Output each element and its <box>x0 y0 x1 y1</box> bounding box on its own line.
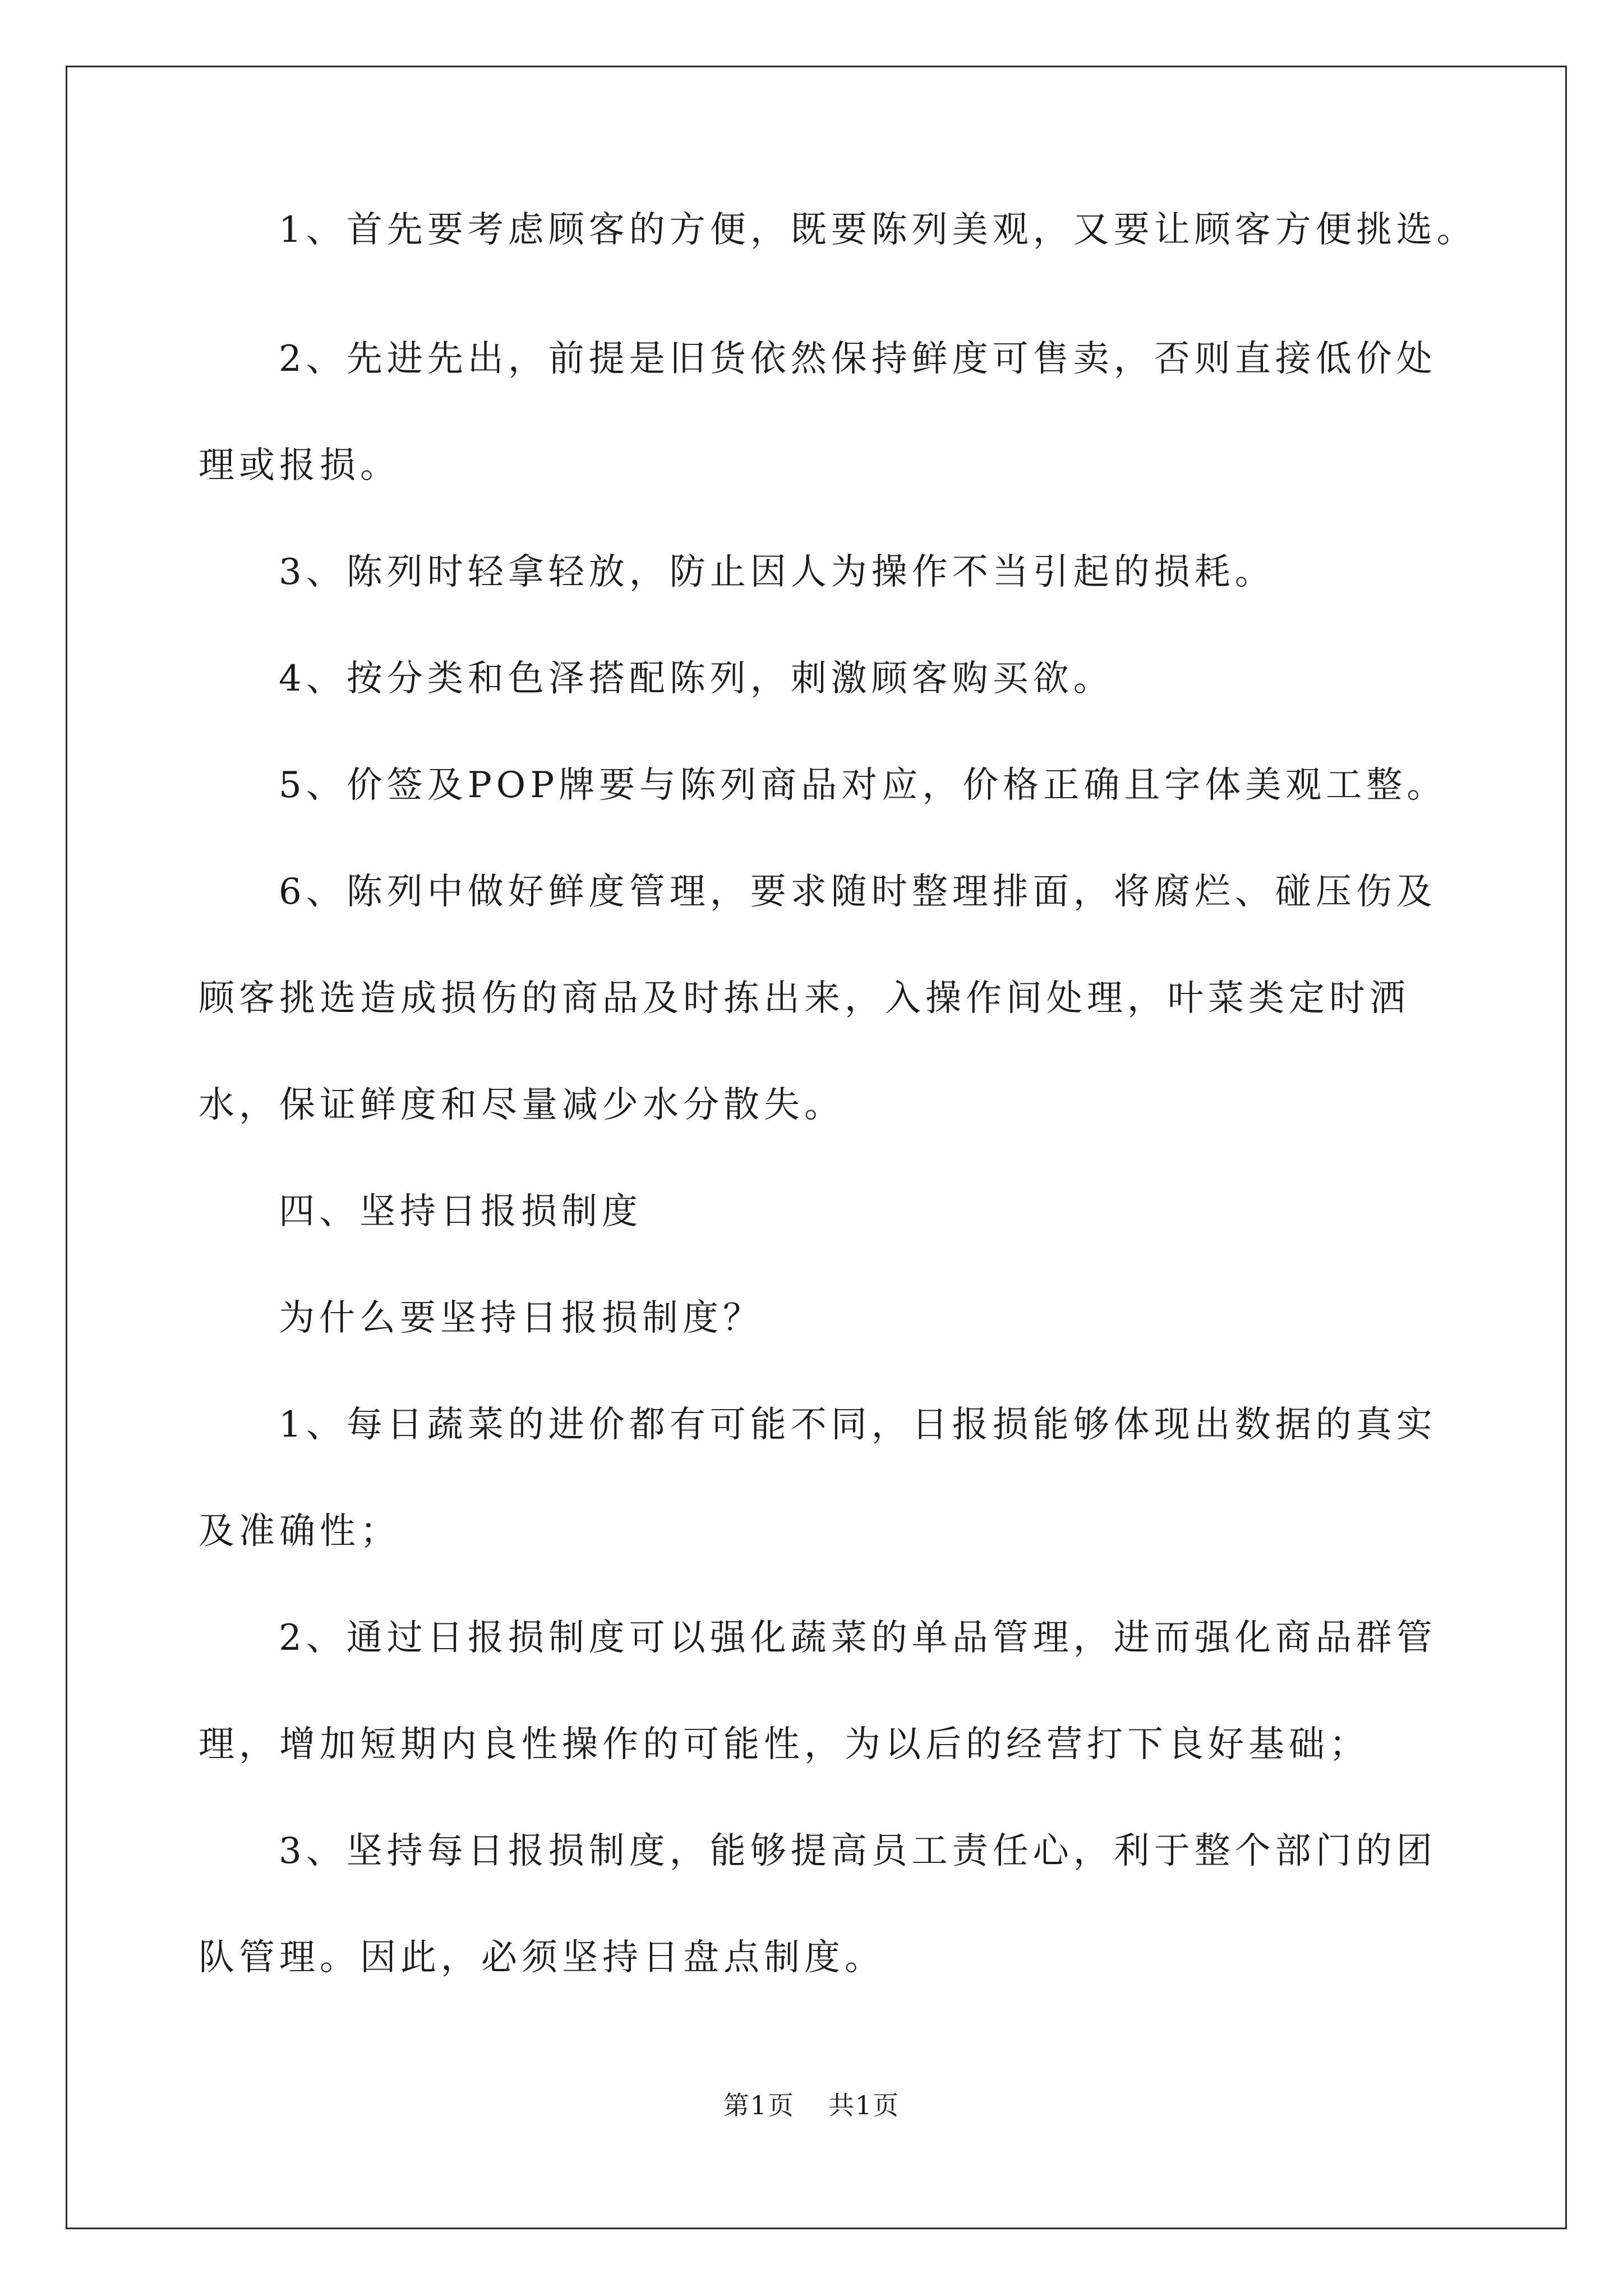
paragraph-line: 6、陈列中做好鲜度管理，要求随时整理排面，将腐烂、碰压伤及 <box>279 871 1437 913</box>
paragraph-line: 1、每日蔬菜的进价都有可能不同，日报损能够体现出数据的真实 <box>279 1404 1437 1446</box>
paragraph-line: 3、陈列时轻拿轻放，防止因人为操作不当引起的损耗。 <box>279 551 1275 593</box>
page-border <box>66 66 1567 2229</box>
paragraph-line: 及准确性； <box>199 1511 400 1552</box>
page-footer <box>0 2088 1623 2122</box>
paragraph-line: 队管理。因此，必须坚持日盘点制度。 <box>199 1937 885 1978</box>
page-total: 共1页 <box>828 2090 900 2120</box>
paragraph-line: 4、按分类和色泽搭配陈列，刺激顾客购买欲。 <box>279 658 1114 700</box>
page-number: 第1页 <box>723 2090 795 2120</box>
paragraph-line: 3、坚持每日报损制度，能够提高员工责任心，利于整个部门的团 <box>279 1830 1437 1872</box>
paragraph-line: 1、首先要考虑顾客的方便，既要陈列美观，又要让顾客方便挑选。 <box>279 209 1477 251</box>
paragraph-line: 水，保证鲜度和尽量减少水分散失。 <box>199 1084 845 1126</box>
paragraph-line: 2、通过日报损制度可以强化蔬菜的单品管理，进而强化商品群管 <box>279 1617 1437 1659</box>
paragraph-line: 为什么要坚持日报损制度？ <box>279 1297 763 1339</box>
section-heading: 四、坚持日报损制度 <box>279 1191 642 1232</box>
paragraph-line: 顾客挑选造成损伤的商品及时拣出来，入操作间处理，叶菜类定时洒 <box>199 978 1410 1019</box>
paragraph-line: 2、先进先出，前提是旧货依然保持鲜度可售卖，否则直接低价处 <box>279 338 1437 380</box>
paragraph-line: 理，增加短期内良性操作的可能性，为以后的经营打下良好基础； <box>199 1724 1370 1765</box>
paragraph-line: 理或报损。 <box>199 445 400 486</box>
paragraph-line: 5、价签及POP牌要与陈列商品对应，价格正确且字体美观工整。 <box>279 765 1447 806</box>
